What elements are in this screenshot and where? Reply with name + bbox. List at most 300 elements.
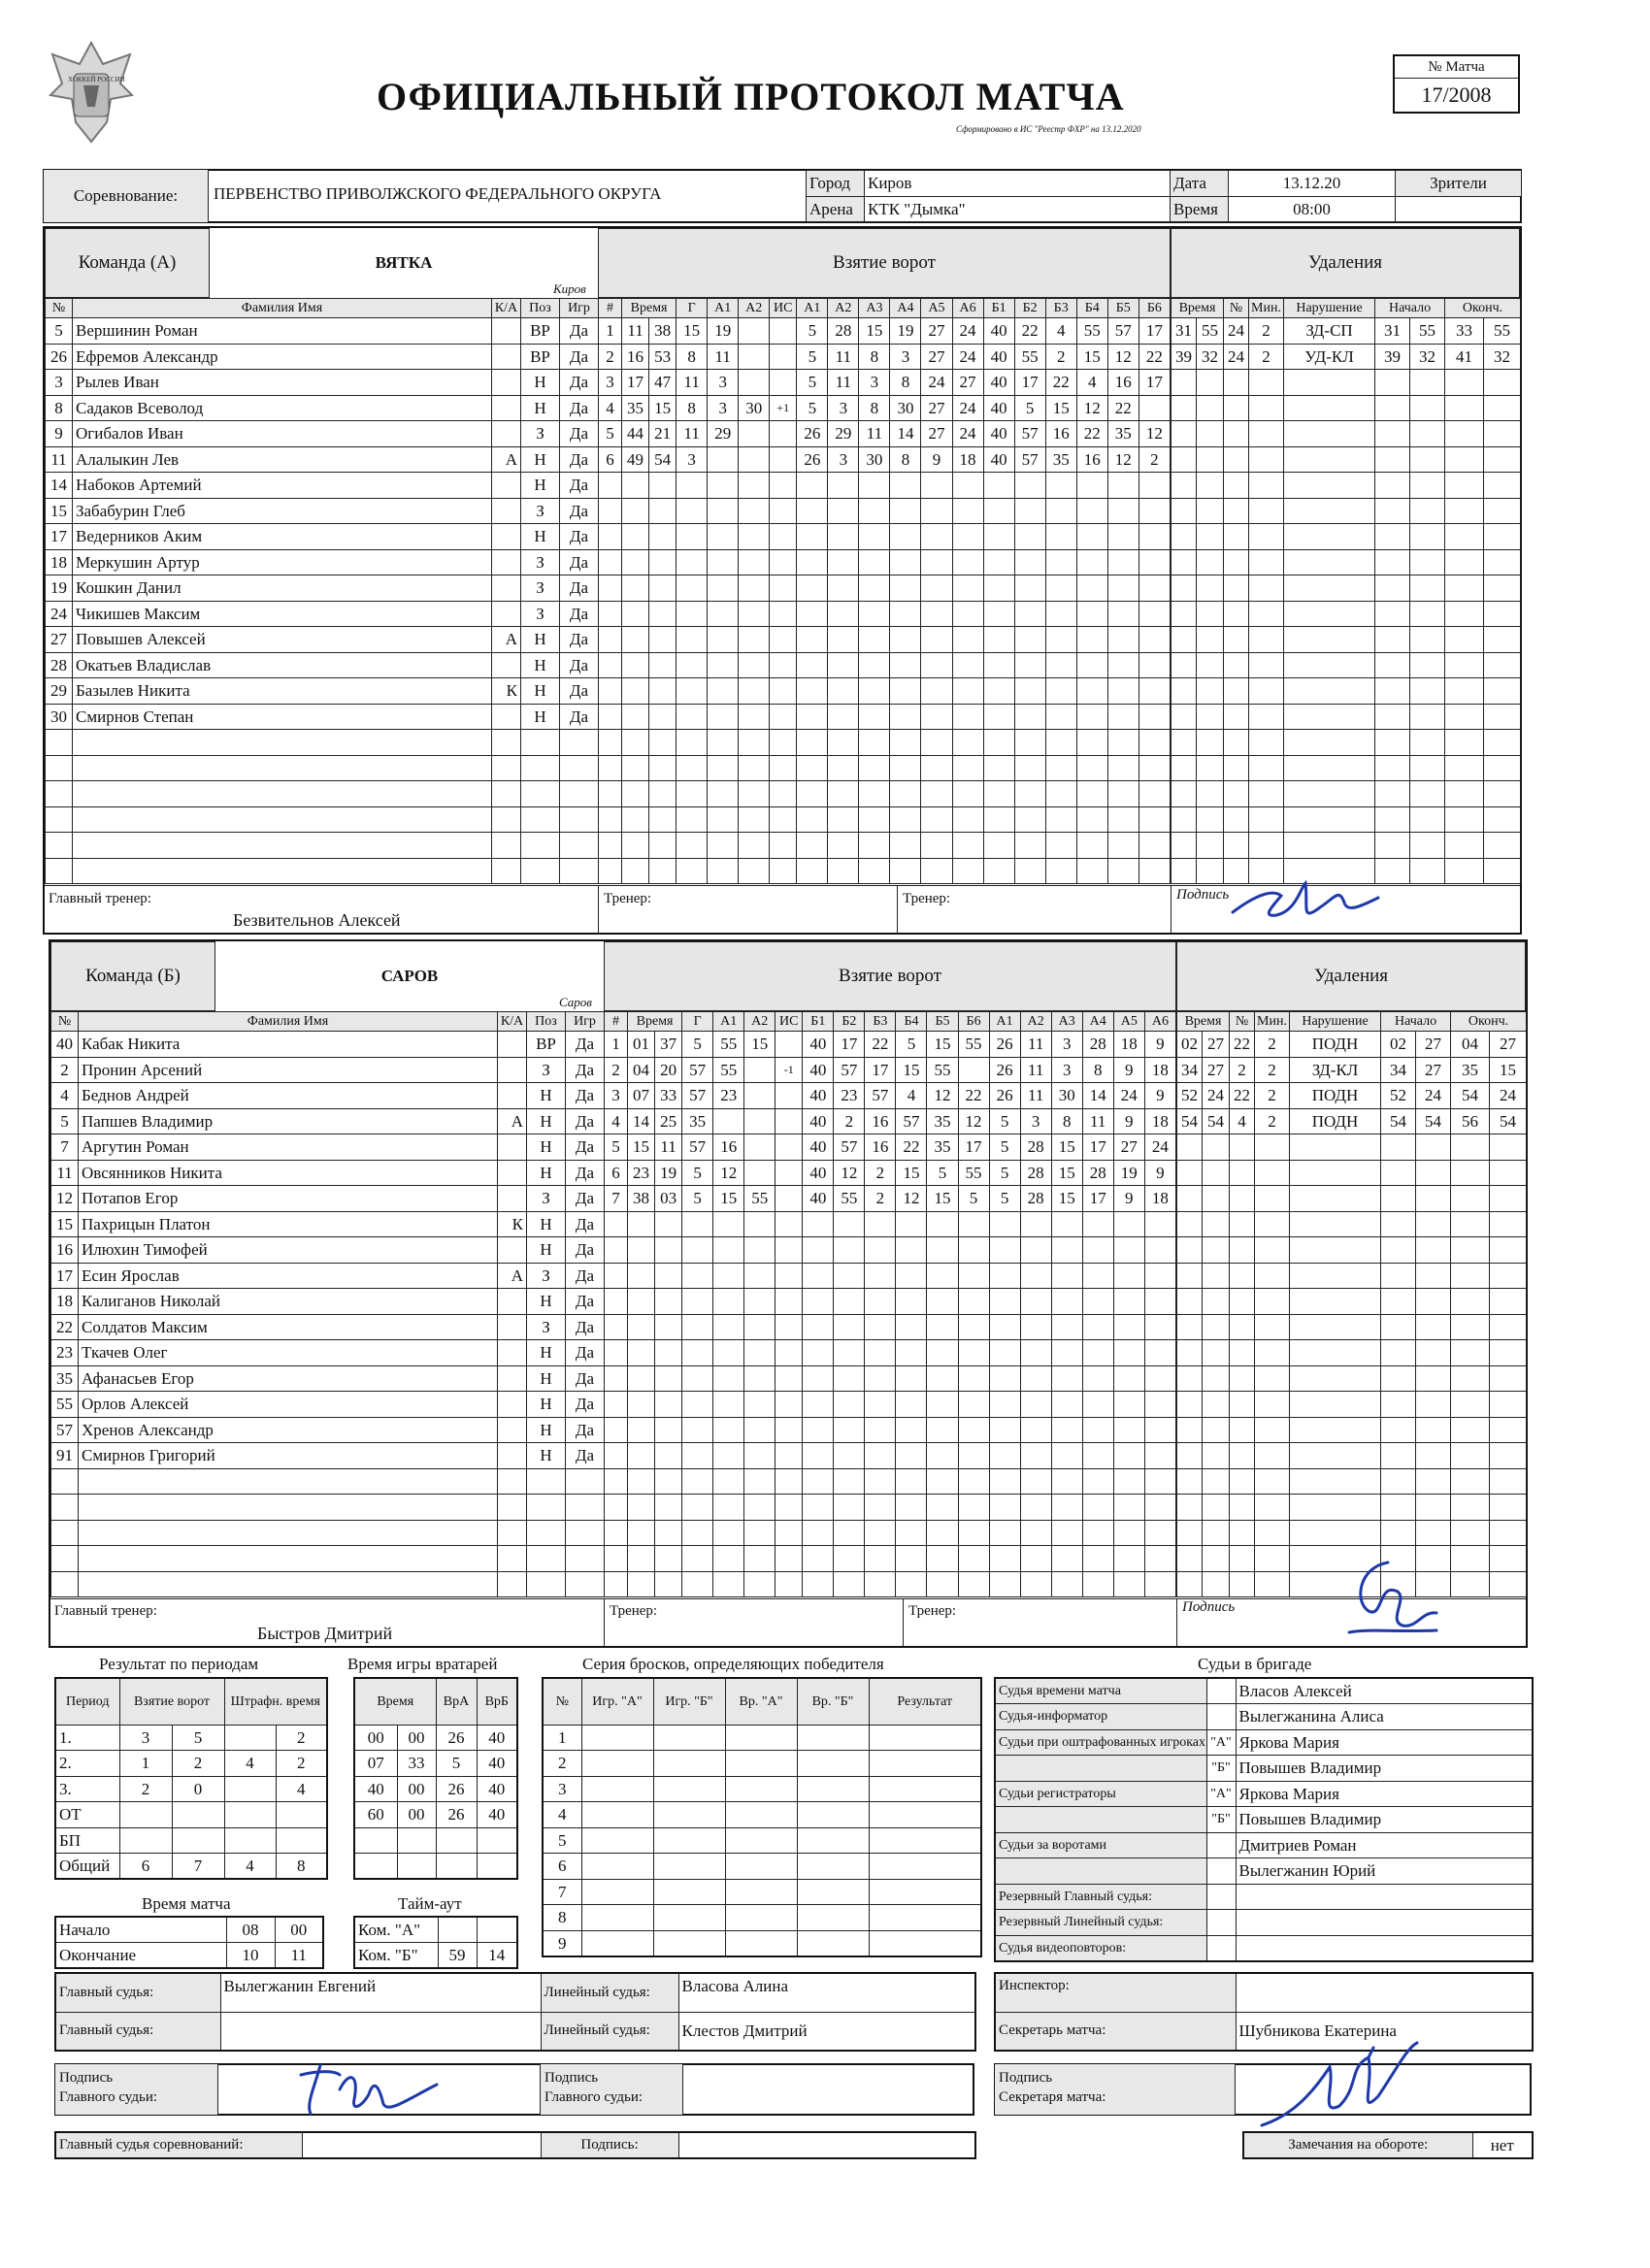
on-ice-own [890, 755, 921, 781]
on-ice-opp: 9 [1113, 1186, 1144, 1212]
on-ice-own [803, 1417, 834, 1443]
on-ice-own: 8 [890, 370, 921, 396]
pen-end-sec [1484, 498, 1521, 524]
remarks-value: нет [1472, 2132, 1533, 2158]
on-ice-opp [1020, 1237, 1051, 1264]
pen-start-min [1375, 498, 1410, 524]
on-ice-opp [983, 524, 1014, 550]
pen-end-sec [1484, 704, 1521, 730]
on-ice-opp: 11 [1020, 1057, 1051, 1083]
on-ice-own [927, 1520, 958, 1546]
goal-situation [776, 1237, 803, 1264]
player-number: 7 [51, 1134, 79, 1161]
eagle-emblem-icon [43, 35, 140, 151]
on-ice-own [865, 1365, 896, 1392]
on-ice-opp [1076, 524, 1107, 550]
on-ice-own [921, 858, 952, 884]
empty-row [1172, 498, 1521, 524]
pen-end-sec [1490, 1468, 1527, 1495]
pen-minutes [1249, 575, 1284, 602]
player-role [498, 1134, 527, 1161]
goal-min [622, 806, 649, 833]
goal-min: 16 [622, 344, 649, 370]
on-ice-opp [1113, 1571, 1144, 1597]
referee-name: Вылегжанина Алиса [1236, 1704, 1533, 1730]
goal-number [605, 1495, 628, 1521]
goal-situation [770, 575, 797, 602]
pen-sec [1203, 1495, 1230, 1521]
player-row [46, 627, 599, 653]
player-position: Н [527, 1134, 566, 1161]
on-ice-own: 40 [803, 1032, 834, 1058]
on-ice-own [834, 1289, 865, 1315]
on-ice-own: 8 [859, 395, 890, 421]
pen-infraction [1284, 446, 1375, 473]
goal-situation [776, 1520, 803, 1546]
player-number: 17 [46, 524, 73, 550]
goal-situation [770, 473, 797, 499]
period-label: 3. [55, 1776, 119, 1802]
pen-end-sec [1490, 1263, 1527, 1289]
player-name [73, 781, 492, 807]
goal-min [628, 1289, 655, 1315]
on-ice-own [803, 1495, 834, 1521]
pen-player [1230, 1571, 1255, 1597]
player-role: А [498, 1263, 527, 1289]
on-ice-own [865, 1289, 896, 1315]
goal-situation [770, 730, 797, 756]
pen-start-min [1375, 601, 1410, 627]
date-value: 13.12.20 [1229, 171, 1396, 197]
pen-start-min [1375, 575, 1410, 602]
goal-number: 4 [599, 395, 622, 421]
on-ice-own [797, 806, 828, 833]
on-ice-opp [989, 1520, 1020, 1546]
pen-end-min [1451, 1186, 1490, 1212]
pen-start-sec [1410, 575, 1445, 602]
goal-situation [770, 549, 797, 575]
on-ice-opp [1020, 1263, 1051, 1289]
pen-sec [1203, 1417, 1230, 1443]
on-ice-own: 11 [859, 421, 890, 447]
empty-row [605, 1211, 1176, 1237]
on-ice-own: 8 [859, 344, 890, 370]
pen-sec: 55 [1197, 318, 1224, 345]
on-ice-own: 55 [958, 1160, 989, 1186]
pen-min [1177, 1365, 1203, 1392]
on-ice-own: 22 [958, 1083, 989, 1109]
player-position: Н [527, 1365, 566, 1392]
player-number [51, 1520, 79, 1546]
pen-sec [1197, 395, 1224, 421]
on-ice-opp: 5 [989, 1160, 1020, 1186]
on-ice-own: 12 [896, 1186, 927, 1212]
player-played: Да [560, 344, 599, 370]
gt-goalie-b: 40 [477, 1802, 517, 1828]
pen-start-min [1375, 704, 1410, 730]
match-end-min: 11 [275, 1943, 323, 1969]
referee-side [1206, 1910, 1236, 1936]
player-row [51, 1083, 605, 1109]
on-ice-opp [1045, 524, 1076, 550]
goal-situation [776, 1263, 803, 1289]
goal-number [605, 1263, 628, 1289]
pen-infraction [1284, 498, 1375, 524]
goal-assist1: 3 [708, 370, 739, 396]
player-played: Да [560, 704, 599, 730]
on-ice-opp: 2 [1045, 344, 1076, 370]
on-ice-own [859, 575, 890, 602]
goal-assist2 [744, 1571, 776, 1597]
player-played [560, 730, 599, 756]
pen-start-sec [1410, 370, 1445, 396]
pen-end-sec [1484, 652, 1521, 678]
on-ice-opp [1045, 601, 1076, 627]
empty-row [46, 858, 599, 884]
on-ice-own [890, 575, 921, 602]
goal-assist2 [744, 1340, 776, 1366]
pen-start-sec [1416, 1392, 1451, 1418]
pen-sec: 24 [1203, 1083, 1230, 1109]
empty-row [1172, 652, 1521, 678]
team-b-label: Команда (Б) [50, 941, 215, 1011]
player-role [498, 1392, 527, 1418]
player-number: 3 [46, 370, 73, 396]
goal-assist1 [713, 1365, 744, 1392]
on-ice-opp: 24 [1144, 1134, 1175, 1161]
on-ice-opp [1113, 1495, 1144, 1521]
goal-situation: -1 [776, 1057, 803, 1083]
gt-min: 40 [354, 1776, 397, 1802]
pen-minutes [1255, 1495, 1290, 1521]
on-ice-opp: 28 [1020, 1160, 1051, 1186]
team-a-coach1-label: Тренер: [604, 891, 652, 906]
team-a-signature-icon [1223, 869, 1388, 937]
player-name: Беднов Андрей [79, 1083, 498, 1109]
on-ice-own [865, 1495, 896, 1521]
competition-label: Соревнование: [44, 170, 209, 222]
goal-scorer [682, 1314, 713, 1340]
player-number [46, 858, 73, 884]
pen-start-min [1381, 1263, 1416, 1289]
pen-start-sec [1416, 1186, 1451, 1212]
player-row [46, 678, 599, 705]
empty-row [605, 1365, 1176, 1392]
player-role [492, 704, 521, 730]
goal-assist2 [744, 1057, 776, 1083]
on-ice-own [952, 704, 983, 730]
on-ice-own [896, 1571, 927, 1597]
on-ice-own [865, 1546, 896, 1572]
player-role: К [492, 678, 521, 705]
goal-min: 11 [622, 318, 649, 345]
pen-minutes [1249, 678, 1284, 705]
player-position [527, 1495, 566, 1521]
pen-player [1224, 421, 1249, 447]
on-ice-opp [1076, 627, 1107, 653]
pen-end-min [1445, 833, 1484, 859]
pen-player [1224, 575, 1249, 602]
on-ice-own [958, 1392, 989, 1418]
timeout-b-sec: 14 [477, 1943, 517, 1969]
pen-sec: 27 [1203, 1032, 1230, 1058]
shootout-row [543, 1827, 981, 1854]
on-ice-opp [1020, 1340, 1051, 1366]
pen-end-min [1445, 755, 1484, 781]
period-goals-b: 7 [172, 1854, 224, 1880]
goal-assist1 [708, 498, 739, 524]
gt-goalie-b: 40 [477, 1725, 517, 1751]
on-ice-own [958, 1314, 989, 1340]
team-a-coach2-label: Тренер: [903, 891, 951, 906]
on-ice-opp [983, 652, 1014, 678]
on-ice-own: 15 [896, 1160, 927, 1186]
on-ice-opp [1144, 1314, 1175, 1340]
on-ice-opp [1138, 704, 1170, 730]
goal-assist2 [744, 1263, 776, 1289]
team-b-penalties-band: Удаления [1176, 941, 1526, 1011]
player-position [527, 1546, 566, 1572]
player-row [51, 1134, 605, 1161]
gt-goalie-b [477, 1854, 517, 1880]
on-ice-opp [1076, 730, 1107, 756]
pen-sec [1197, 806, 1224, 833]
goal-scorer [676, 730, 708, 756]
pen-min [1177, 1186, 1203, 1212]
on-ice-opp: 16 [1045, 421, 1076, 447]
on-ice-opp: 11 [1020, 1032, 1051, 1058]
pen-minutes [1249, 498, 1284, 524]
on-ice-own [828, 858, 859, 884]
goal-min: 35 [622, 395, 649, 421]
on-ice-own: 35 [927, 1134, 958, 1161]
on-ice-own [797, 524, 828, 550]
player-played [566, 1546, 605, 1572]
referee-side [1206, 1884, 1236, 1910]
player-row [46, 704, 599, 730]
on-ice-opp: 22 [1107, 395, 1138, 421]
pen-player [1230, 1263, 1255, 1289]
pen-end-min: 35 [1451, 1057, 1490, 1083]
pen-sec [1197, 575, 1224, 602]
player-position: ВР [521, 318, 560, 345]
on-ice-own: 40 [803, 1057, 834, 1083]
player-name: Забабурин Глеб [73, 498, 492, 524]
empty-row [599, 858, 1171, 884]
on-ice-own: 2 [865, 1186, 896, 1212]
pen-start-sec [1410, 524, 1445, 550]
pen-infraction [1290, 1443, 1381, 1469]
pen-end-min: 56 [1451, 1108, 1490, 1134]
goal-assist2 [744, 1083, 776, 1109]
player-number: 15 [51, 1211, 79, 1237]
pen-infraction [1290, 1289, 1381, 1315]
goal-number [599, 575, 622, 602]
pen-infraction [1284, 652, 1375, 678]
on-ice-own [952, 524, 983, 550]
on-ice-opp: 27 [1113, 1134, 1144, 1161]
pen-min [1172, 627, 1197, 653]
goal-situation [770, 318, 797, 345]
on-ice-own [890, 473, 921, 499]
player-row [51, 1443, 605, 1469]
goal-assist1 [708, 473, 739, 499]
goal-sec [649, 524, 676, 550]
on-ice-opp [1144, 1211, 1175, 1237]
player-role [492, 395, 521, 421]
on-ice-opp: 5 [989, 1134, 1020, 1161]
pen-start-sec [1410, 678, 1445, 705]
pen-start-min [1381, 1392, 1416, 1418]
pen-minutes [1255, 1443, 1290, 1469]
player-number: 12 [51, 1186, 79, 1212]
empty-row [599, 704, 1171, 730]
goal-sec [649, 858, 676, 884]
player-row [46, 473, 599, 499]
on-ice-opp [1014, 678, 1045, 705]
main-referee-signature-icon [291, 2046, 446, 2123]
player-played: Да [566, 1186, 605, 1212]
shootout-table: № Игр. "А" Игр. "Б" Вр. "А" Вр. "Б" Результат 1 2 3 4 5 6 7 8 9 [542, 1677, 982, 1957]
player-number: 40 [51, 1032, 79, 1058]
empty-row [605, 1263, 1176, 1289]
pen-infraction [1284, 473, 1375, 499]
player-role [498, 1340, 527, 1366]
shootout-number: 5 [543, 1827, 581, 1854]
goal-number [599, 806, 622, 833]
pen-end-sec [1484, 473, 1521, 499]
pen-end-min: 41 [1445, 344, 1484, 370]
on-ice-own [921, 601, 952, 627]
goal-sec [655, 1417, 682, 1443]
goal-min [622, 833, 649, 859]
pen-sec [1197, 549, 1224, 575]
player-role [498, 1083, 527, 1109]
main-referee-2 [220, 2012, 541, 2051]
player-position: Н [527, 1443, 566, 1469]
on-ice-opp [1113, 1340, 1144, 1366]
player-played: Да [560, 575, 599, 602]
player-name: Смирнов Степан [73, 704, 492, 730]
empty-row [1177, 1289, 1527, 1315]
pen-infraction [1284, 755, 1375, 781]
on-ice-own [952, 781, 983, 807]
goal-min [622, 473, 649, 499]
on-ice-opp [1138, 833, 1170, 859]
goal-scorer [676, 524, 708, 550]
on-ice-opp [983, 858, 1014, 884]
pen-min [1177, 1520, 1203, 1546]
pen-start-sec [1410, 627, 1445, 653]
time-value: 08:00 [1229, 196, 1396, 222]
player-role [492, 858, 521, 884]
on-ice-opp: 28 [1082, 1032, 1113, 1058]
goal-scorer [676, 704, 708, 730]
on-ice-opp [1051, 1340, 1082, 1366]
on-ice-own [958, 1495, 989, 1521]
goal-scorer: 5 [682, 1186, 713, 1212]
player-played: Да [566, 1443, 605, 1469]
goal-assist1 [708, 755, 739, 781]
goal-number [599, 730, 622, 756]
player-row [46, 498, 599, 524]
on-ice-opp: 22 [1138, 344, 1170, 370]
on-ice-opp [983, 755, 1014, 781]
player-name: Овсянников Никита [79, 1160, 498, 1186]
on-ice-opp: 40 [983, 318, 1014, 345]
team-b-goals-body [605, 1032, 1176, 1597]
referee-name: Яркова Мария [1236, 1781, 1533, 1807]
player-name: Хренов Александр [79, 1417, 498, 1443]
player-played: Да [566, 1289, 605, 1315]
pen-end-min [1445, 524, 1484, 550]
pen-end-sec: 32 [1484, 344, 1521, 370]
pen-player [1230, 1365, 1255, 1392]
on-ice-own [834, 1392, 865, 1418]
player-position: Н [521, 524, 560, 550]
on-ice-own [921, 652, 952, 678]
goal-assist2 [744, 1546, 776, 1572]
goal-sec [649, 755, 676, 781]
goal-row [599, 446, 1171, 473]
pen-infraction [1284, 781, 1375, 807]
player-name [79, 1571, 498, 1597]
on-ice-own [865, 1237, 896, 1264]
on-ice-opp: 11 [1020, 1083, 1051, 1109]
on-ice-own [890, 858, 921, 884]
on-ice-opp [1113, 1520, 1144, 1546]
on-ice-opp [1107, 575, 1138, 602]
team-a-goals-body [599, 318, 1171, 884]
pen-min [1177, 1237, 1203, 1264]
goal-sec [649, 627, 676, 653]
on-ice-own: 3 [828, 395, 859, 421]
pen-end-min [1451, 1263, 1490, 1289]
on-ice-opp [1082, 1520, 1113, 1546]
goal-assist1 [708, 858, 739, 884]
goal-number: 5 [605, 1134, 628, 1161]
on-ice-own [958, 1546, 989, 1572]
pen-end-sec [1484, 858, 1521, 884]
pen-player [1230, 1468, 1255, 1495]
pen-min [1177, 1263, 1203, 1289]
on-ice-opp: 17 [1138, 318, 1170, 345]
penalty-row [1177, 1032, 1527, 1058]
pen-sec [1203, 1314, 1230, 1340]
shootout-cell [653, 1930, 725, 1956]
goalie-time-row [354, 1725, 517, 1751]
period-goals-b [172, 1802, 224, 1828]
pen-end-sec: 15 [1490, 1057, 1527, 1083]
referee-name: Дмитриев Роман [1236, 1832, 1533, 1858]
referee-role: Судья-информатор [995, 1704, 1206, 1730]
gt-goalie-a: 26 [436, 1725, 477, 1751]
on-ice-own [859, 730, 890, 756]
on-ice-own [828, 806, 859, 833]
goal-assist2 [739, 575, 770, 602]
on-ice-opp: 5 [1014, 395, 1045, 421]
period-pim-a: 4 [224, 1854, 276, 1880]
on-ice-opp: 28 [1082, 1160, 1113, 1186]
pen-end-sec [1484, 395, 1521, 421]
goal-min [622, 549, 649, 575]
on-ice-own [865, 1468, 896, 1495]
on-ice-opp [1082, 1392, 1113, 1418]
player-role: А [492, 627, 521, 653]
on-ice-own [921, 704, 952, 730]
on-ice-opp [1144, 1468, 1175, 1495]
on-ice-own [828, 627, 859, 653]
